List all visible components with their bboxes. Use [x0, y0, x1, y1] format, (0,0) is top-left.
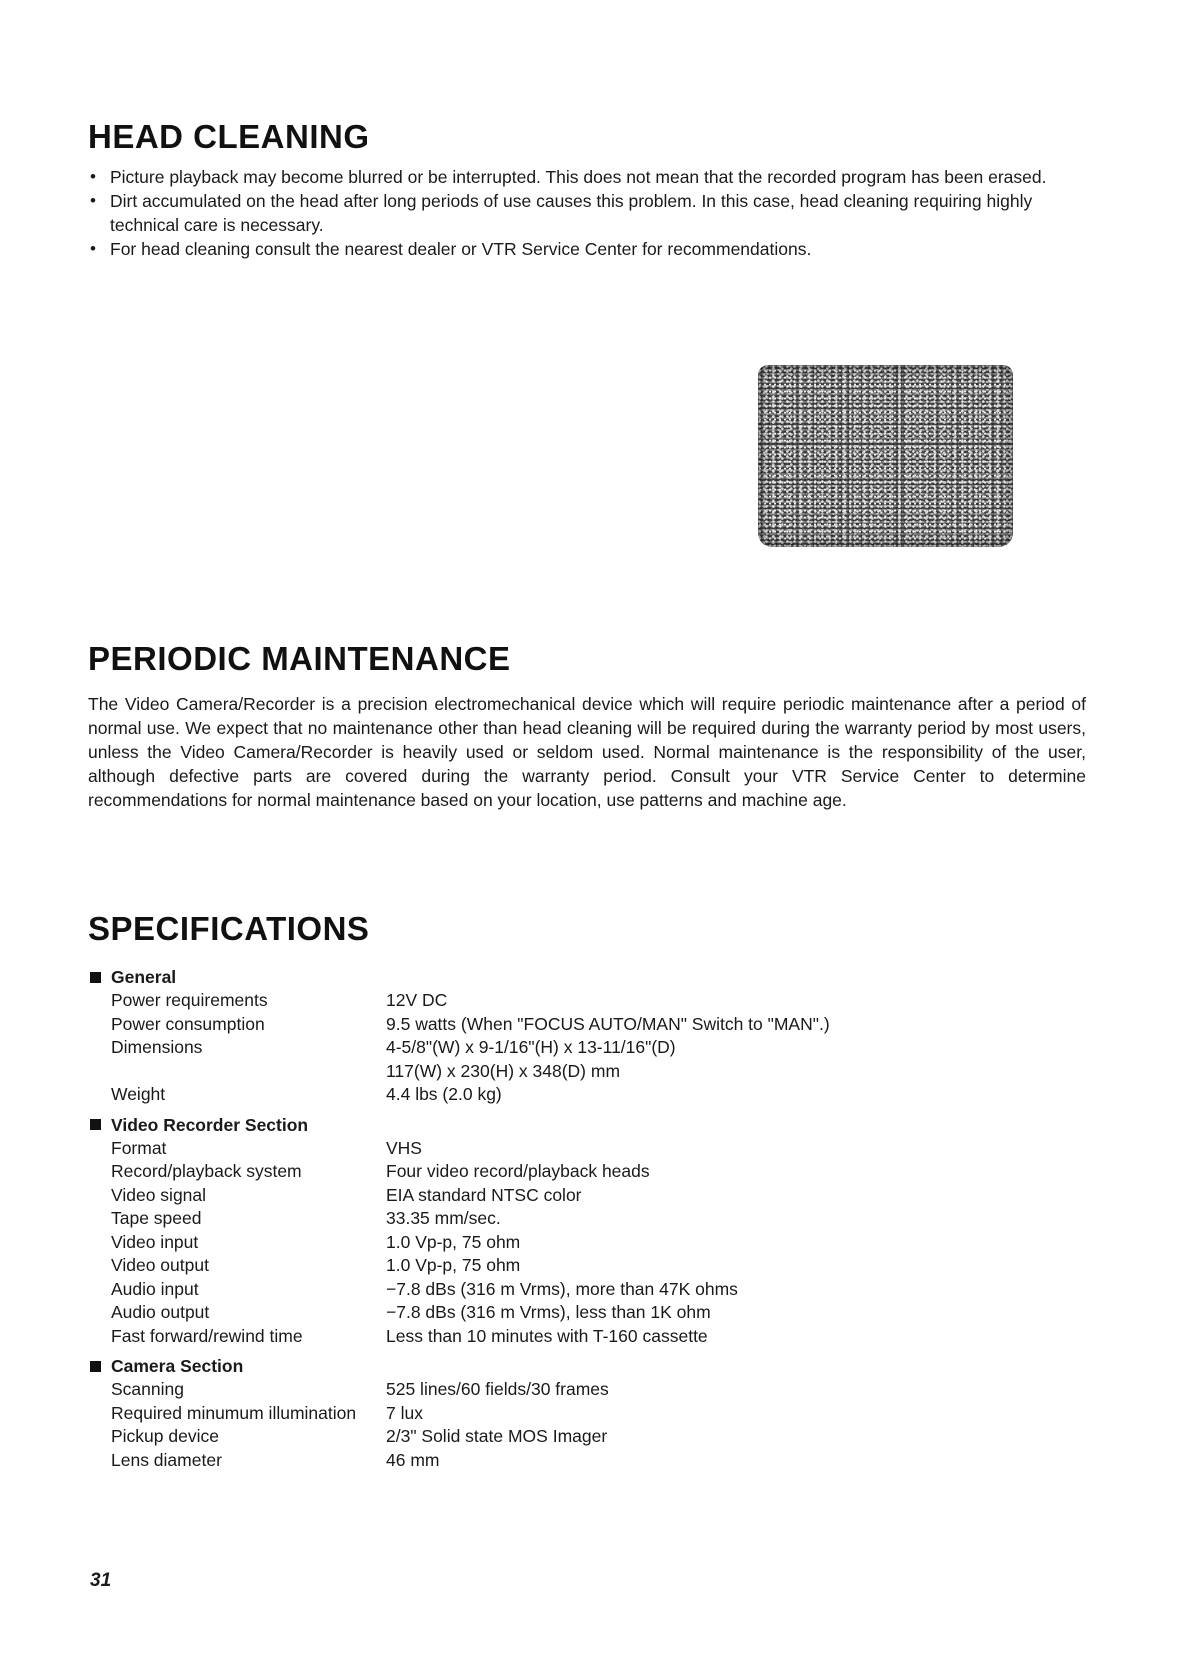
spec-row: [88, 1036, 1088, 1060]
spec-value: 525 lines/60 fields/30 frames: [386, 1379, 609, 1399]
spec-label: [88, 1060, 386, 1084]
spec-label: Video signal: [111, 1184, 207, 1205]
section-title: General: [111, 967, 177, 987]
spec-row: [88, 1184, 1088, 1208]
page-number: 31: [90, 1570, 112, 1591]
spec-value: Less than 10 minutes with T-160 cassette: [386, 1325, 708, 1346]
spec-row: [88, 1207, 1088, 1231]
list-item: • Picture playback may become blurred or be interrupted. This does not mean that the recorded program has been erased.: [88, 165, 1088, 189]
spec-label: Video output: [111, 1255, 209, 1275]
spec-label: Dimensions: [111, 1037, 203, 1057]
spec-value: 46 mm: [386, 1449, 440, 1470]
section-title: Camera Section: [111, 1356, 244, 1376]
spec-label: Scanning: [111, 1379, 184, 1399]
spec-label: Video input: [111, 1231, 199, 1252]
spec-value: −7.8 dBs (316 m Vrms), more than 47K ohms: [386, 1278, 738, 1299]
square-bullet-icon: [90, 972, 101, 983]
list-item: • For head cleaning consult the nearest dealer or VTR Service Center for recommendations.: [88, 237, 1088, 261]
spec-label: Tape speed: [111, 1208, 202, 1228]
camera-section-heading: [88, 1354, 1088, 1378]
spec-row: [88, 1137, 1088, 1161]
spec-value: 12V DC: [386, 990, 448, 1010]
spec-label: Weight: [111, 1084, 166, 1104]
square-bullet-icon: [90, 1361, 101, 1372]
spec-value: 4-5/8"(W) x 9-1/16"(H) x 13-11/16"(D): [386, 1037, 676, 1057]
spec-label: Power requirements: [111, 990, 268, 1010]
spec-row: [88, 1231, 1088, 1255]
spec-row: [88, 1278, 1088, 1302]
specifications-table: [88, 965, 1088, 1472]
spec-row: [88, 1378, 1088, 1402]
section-title: Video Recorder Section: [111, 1114, 309, 1135]
specifications-heading: SPECIFICATIONS: [88, 910, 370, 947]
spec-label: Pickup device: [111, 1426, 219, 1446]
spec-row: [88, 989, 1088, 1013]
spec-row: [88, 1160, 1088, 1184]
spec-row: [88, 1301, 1088, 1325]
spec-row: [88, 1402, 1088, 1426]
spec-value: 1.0 Vp-p, 75 ohm: [386, 1255, 521, 1275]
square-bullet-icon: [90, 1119, 101, 1130]
spec-label: Record/playback system: [111, 1161, 302, 1181]
spec-label: Lens diameter: [111, 1449, 222, 1470]
spec-label: Fast forward/rewind time: [111, 1325, 303, 1346]
spec-row: [88, 1060, 1088, 1084]
spec-label: Audio output: [111, 1302, 210, 1322]
spec-value: Four video record/playback heads: [386, 1161, 650, 1181]
noisy-tv-screen-image: [758, 365, 1013, 547]
spec-label: Required minumum illumination: [111, 1402, 357, 1423]
head-cleaning-heading: HEAD CLEANING: [88, 118, 370, 155]
periodic-maintenance-heading: PERIODIC MAINTENANCE: [88, 640, 511, 677]
periodic-maintenance-text: The Video Camera/Recorder is a precision electromechanical device which will require periodic maintenance after a period of normal use. We expect that no maintenance other than head cleaning will be required during the warranty period by most users, unless the Video Camera/Recorder is heavily used or seldom used. Normal maintenance is the responsibility of the user, although defective parts are covered during the warranty period. Consult your VTR Service Center to determine recommendations for normal maintenance based on your location, use patterns and machine age.: [88, 694, 1086, 810]
video-recorder-section-heading: [88, 1113, 1088, 1137]
list-item: • Dirt accumulated on the head after long periods of use causes this problem. In this case, head cleaning requiring highly technical care is necessary.: [88, 189, 1088, 237]
spec-value: 4.4 lbs (2.0 kg): [386, 1084, 502, 1104]
spec-value: 1.0 Vp-p, 75 ohm: [386, 1231, 521, 1252]
spec-value: 7 lux: [386, 1402, 423, 1423]
spec-value: 33.35 mm/sec.: [386, 1208, 501, 1228]
spec-label: Audio input: [111, 1278, 199, 1299]
spec-row: [88, 1449, 1088, 1473]
spec-value: 117(W) x 230(H) x 348(D) mm: [386, 1060, 621, 1081]
spec-label: Format: [111, 1137, 167, 1158]
spec-row: [88, 1425, 1088, 1449]
spec-row: [88, 1083, 1088, 1107]
spec-value: −7.8 dBs (316 m Vrms), less than 1K ohm: [386, 1302, 711, 1322]
spec-value: VHS: [386, 1137, 422, 1158]
spec-value: 2/3" Solid state MOS Imager: [386, 1426, 608, 1446]
spec-row: [88, 1013, 1088, 1037]
spec-row: [88, 1325, 1088, 1349]
spec-label: Power consumption: [111, 1013, 265, 1034]
head-cleaning-list: [88, 165, 1088, 261]
spec-value: EIA standard NTSC color: [386, 1184, 582, 1205]
spec-value: 9.5 watts (When "FOCUS AUTO/MAN" Switch to "MAN".): [386, 1013, 830, 1034]
general-section-heading: [88, 965, 1088, 989]
spec-row: [88, 1254, 1088, 1278]
